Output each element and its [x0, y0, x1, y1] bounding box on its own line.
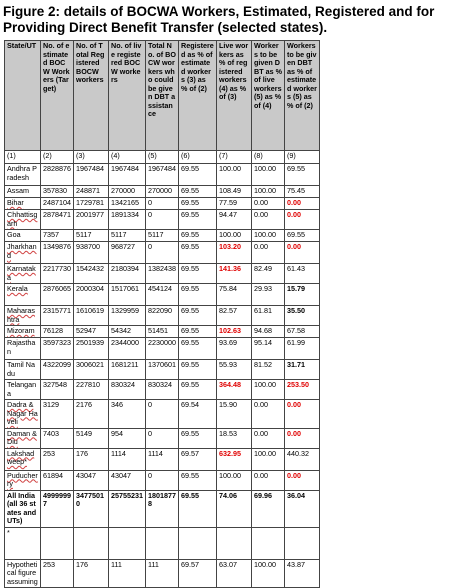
header-cell: Workers to be given DBT as % of live workers (5) as % of (4)	[252, 41, 285, 151]
value-cell: 61.81	[252, 306, 285, 326]
value-cell: 69.55	[179, 380, 217, 400]
value-cell: 227810	[74, 380, 109, 400]
table-row	[5, 264, 320, 284]
header-cell: No. of Total Registered BOCW workers	[74, 41, 109, 151]
value-cell: 82.49	[252, 264, 285, 284]
value-cell: 69.55	[179, 210, 217, 230]
value-cell: 1967484	[146, 164, 179, 186]
value-cell: 1382438	[146, 264, 179, 284]
value-cell: 1681211	[109, 360, 146, 380]
value-cell: 2344000	[109, 338, 146, 360]
value-cell	[109, 527, 146, 559]
value-cell: 18.53	[217, 428, 252, 448]
value-cell: 2487104	[41, 198, 74, 210]
header-cell: No. of live registered BOCW workers	[109, 41, 146, 151]
value-cell: 111	[109, 559, 146, 588]
value-cell: 77.59	[217, 198, 252, 210]
value-cell: 69.55	[179, 338, 217, 360]
column-number-cell: (9)	[285, 151, 320, 164]
value-cell: 0	[146, 210, 179, 230]
state-cell: Hypothetical figure assuming	[5, 559, 41, 588]
value-cell: 1891334	[109, 210, 146, 230]
state-cell: Jharkhand	[5, 242, 41, 264]
column-number-cell: (4)	[109, 151, 146, 164]
table-row	[5, 559, 320, 588]
value-cell: 2001977	[74, 210, 109, 230]
value-cell: 1342165	[109, 198, 146, 210]
state-cell: All India (all 36 states and UTs)	[5, 490, 41, 527]
value-cell: 103.20	[217, 242, 252, 264]
state-cell: Daman & Diu	[5, 428, 41, 448]
value-cell: 51451	[146, 326, 179, 338]
table-row	[5, 527, 320, 559]
value-cell: 0.00	[285, 470, 320, 490]
value-cell: 69.55	[179, 284, 217, 306]
header-cell: Total No. of BOCW workers who could be given DBT assistance	[146, 41, 179, 151]
column-number-cell: (7)	[217, 151, 252, 164]
value-cell: 69.55	[285, 230, 320, 242]
value-cell: 81.52	[252, 360, 285, 380]
value-cell: 52947	[74, 326, 109, 338]
header-cell: No. of estimated BOCW Workers (Target)	[41, 41, 74, 151]
value-cell: 0	[146, 428, 179, 448]
value-cell: 61894	[41, 470, 74, 490]
value-cell: 357830	[41, 186, 74, 198]
value-cell: 2315771	[41, 306, 74, 326]
value-cell	[285, 527, 320, 559]
state-cell: Kerala	[5, 284, 41, 306]
value-cell: 2180394	[109, 264, 146, 284]
value-cell: 67.58	[285, 326, 320, 338]
value-cell: 2176	[74, 400, 109, 429]
value-cell: 36.04	[285, 490, 320, 527]
header-cell: State/UT	[5, 41, 41, 151]
value-cell: 270000	[109, 186, 146, 198]
table-header-row	[5, 41, 320, 151]
value-cell: 454124	[146, 284, 179, 306]
value-cell: 5117	[109, 230, 146, 242]
value-cell: 49999997	[41, 490, 74, 527]
value-cell: 0.00	[285, 428, 320, 448]
value-cell: 43047	[109, 470, 146, 490]
value-cell: 253.50	[285, 380, 320, 400]
value-cell: 74.06	[217, 490, 252, 527]
value-cell: 29.93	[252, 284, 285, 306]
value-cell	[74, 527, 109, 559]
value-cell: 2501939	[74, 338, 109, 360]
value-cell: 69.55	[179, 326, 217, 338]
state-cell: Chhattisgarh	[5, 210, 41, 230]
value-cell: 5117	[74, 230, 109, 242]
table-row	[5, 164, 320, 186]
value-cell: 1517061	[109, 284, 146, 306]
value-cell: 7357	[41, 230, 74, 242]
value-cell: 2878471	[41, 210, 74, 230]
table-row	[5, 306, 320, 326]
value-cell: 248871	[74, 186, 109, 198]
value-cell: 18018778	[146, 490, 179, 527]
value-cell: 4322099	[41, 360, 74, 380]
state-cell: Telangana	[5, 380, 41, 400]
benefit-transfer-table	[4, 40, 320, 588]
value-cell: 938700	[74, 242, 109, 264]
value-cell: 93.69	[217, 338, 252, 360]
value-cell: 15.90	[217, 400, 252, 429]
table-row	[5, 338, 320, 360]
table-row	[5, 230, 320, 242]
value-cell: 69.55	[179, 490, 217, 527]
column-number-cell: (3)	[74, 151, 109, 164]
value-cell: 100.00	[252, 164, 285, 186]
value-cell: 3597323	[41, 338, 74, 360]
state-cell: Lakshadweep*	[5, 448, 41, 470]
state-cell: Bihar	[5, 198, 41, 210]
value-cell: 15.79	[285, 284, 320, 306]
value-cell: 69.55	[179, 164, 217, 186]
value-cell: 830324	[146, 380, 179, 400]
value-cell	[146, 527, 179, 559]
value-cell: 82.57	[217, 306, 252, 326]
value-cell: 253	[41, 559, 74, 588]
value-cell: 100.00	[252, 230, 285, 242]
table-row	[5, 360, 320, 380]
value-cell: 69.55	[179, 242, 217, 264]
state-cell: Rajasthan	[5, 338, 41, 360]
value-cell	[252, 527, 285, 559]
value-cell: 1370601	[146, 360, 179, 380]
value-cell: 69.55	[179, 428, 217, 448]
value-cell: 1967484	[74, 164, 109, 186]
column-number-cell: (2)	[41, 151, 74, 164]
value-cell: 69.54	[179, 400, 217, 429]
value-cell: 0	[146, 400, 179, 429]
value-cell: 176	[74, 559, 109, 588]
value-cell: 270000	[146, 186, 179, 198]
value-cell: 0.00	[285, 198, 320, 210]
value-cell: 1967484	[109, 164, 146, 186]
state-cell: Karnataka	[5, 264, 41, 284]
value-cell: 0.00	[285, 210, 320, 230]
value-cell	[217, 527, 252, 559]
value-cell: 830324	[109, 380, 146, 400]
table-row	[5, 242, 320, 264]
table-row	[5, 186, 320, 198]
value-cell: 94.68	[252, 326, 285, 338]
header-cell: Workers to be given DBT as % of estimated workers (5) as % of (2)	[285, 41, 320, 151]
state-cell: Maharashtra	[5, 306, 41, 326]
value-cell: 0	[146, 470, 179, 490]
value-cell: 75.45	[285, 186, 320, 198]
value-cell: 69.55	[179, 198, 217, 210]
value-cell: 253	[41, 448, 74, 470]
state-cell: Mizoram	[5, 326, 41, 338]
value-cell: 440.32	[285, 448, 320, 470]
value-cell: 69.55	[179, 470, 217, 490]
state-cell: Puducherry	[5, 470, 41, 490]
state-cell: Tamil Nadu	[5, 360, 41, 380]
value-cell: 100.00	[252, 380, 285, 400]
value-cell: 69.55	[179, 306, 217, 326]
value-cell: 1610619	[74, 306, 109, 326]
column-number-cell: (5)	[146, 151, 179, 164]
value-cell: 61.99	[285, 338, 320, 360]
value-cell: 1729781	[74, 198, 109, 210]
value-cell: 1349876	[41, 242, 74, 264]
value-cell: 95.14	[252, 338, 285, 360]
value-cell: 43.87	[285, 559, 320, 588]
value-cell: 0.00	[252, 242, 285, 264]
value-cell: 69.96	[252, 490, 285, 527]
value-cell: 346	[109, 400, 146, 429]
value-cell: 3129	[41, 400, 74, 429]
table-row	[5, 284, 320, 306]
column-number-cell: (8)	[252, 151, 285, 164]
column-number-cell: (1)	[5, 151, 41, 164]
value-cell: 327548	[41, 380, 74, 400]
value-cell: 0.00	[252, 210, 285, 230]
state-cell: Andhra Pradesh	[5, 164, 41, 186]
value-cell	[41, 527, 74, 559]
value-cell: 2230000	[146, 338, 179, 360]
value-cell: 75.84	[217, 284, 252, 306]
value-cell: 61.43	[285, 264, 320, 284]
value-cell: 1542432	[74, 264, 109, 284]
value-cell: 100.00	[252, 559, 285, 588]
value-cell: 76128	[41, 326, 74, 338]
value-cell: 176	[74, 448, 109, 470]
state-cell: *	[5, 527, 41, 559]
value-cell: 141.36	[217, 264, 252, 284]
value-cell: 0.00	[285, 242, 320, 264]
table-row	[5, 428, 320, 448]
table-row	[5, 380, 320, 400]
value-cell	[179, 527, 217, 559]
value-cell: 69.55	[179, 230, 217, 242]
header-cell: Live workers as % of registered workers (4) as % of (3)	[217, 41, 252, 151]
value-cell: 0	[146, 242, 179, 264]
column-number-cell: (6)	[179, 151, 217, 164]
value-cell: 69.57	[179, 448, 217, 470]
table-row	[5, 470, 320, 490]
state-cell: Dadra & Nagar Haveli	[5, 400, 41, 429]
value-cell: 100.00	[252, 448, 285, 470]
column-number-row	[5, 151, 320, 164]
value-cell: 43047	[74, 470, 109, 490]
value-cell: 0.00	[252, 198, 285, 210]
value-cell: 102.63	[217, 326, 252, 338]
value-cell: 0.00	[252, 428, 285, 448]
value-cell: 69.57	[179, 559, 217, 588]
value-cell: 0.00	[285, 400, 320, 429]
value-cell: 2000304	[74, 284, 109, 306]
value-cell: 0.00	[252, 400, 285, 429]
value-cell: 25755231	[109, 490, 146, 527]
value-cell: 69.55	[285, 164, 320, 186]
value-cell: 100.00	[217, 230, 252, 242]
value-cell: 5149	[74, 428, 109, 448]
table-row	[5, 400, 320, 429]
table-row	[5, 448, 320, 470]
value-cell: 69.55	[179, 186, 217, 198]
value-cell: 55.93	[217, 360, 252, 380]
value-cell: 100.00	[252, 186, 285, 198]
value-cell: 69.55	[179, 264, 217, 284]
value-cell: 63.07	[217, 559, 252, 588]
value-cell: 111	[146, 559, 179, 588]
page-title: Figure 2: details of BOCWA Workers, Estimated, Registered and for Providing Direct Benefit Transfer (selected states).	[3, 4, 435, 35]
value-cell: 100.00	[217, 164, 252, 186]
value-cell: 0	[146, 198, 179, 210]
value-cell: 34775010	[74, 490, 109, 527]
value-cell: 54342	[109, 326, 146, 338]
value-cell: 94.47	[217, 210, 252, 230]
value-cell: 100.00	[217, 470, 252, 490]
value-cell: 2828876	[41, 164, 74, 186]
value-cell: 2876065	[41, 284, 74, 306]
value-cell: 1114	[109, 448, 146, 470]
state-cell: Goa	[5, 230, 41, 242]
value-cell: 954	[109, 428, 146, 448]
table-row	[5, 490, 320, 527]
table-row	[5, 326, 320, 338]
value-cell: 0.00	[252, 470, 285, 490]
state-cell: Assam	[5, 186, 41, 198]
value-cell: 968727	[109, 242, 146, 264]
value-cell: 7403	[41, 428, 74, 448]
table-row	[5, 210, 320, 230]
value-cell: 364.48	[217, 380, 252, 400]
value-cell: 1114	[146, 448, 179, 470]
header-cell: Registered as % of estimated workers (3) as % of (2)	[179, 41, 217, 151]
value-cell: 5117	[146, 230, 179, 242]
value-cell: 2217730	[41, 264, 74, 284]
value-cell: 108.49	[217, 186, 252, 198]
value-cell: 69.55	[179, 360, 217, 380]
value-cell: 3006021	[74, 360, 109, 380]
value-cell: 822090	[146, 306, 179, 326]
table-row	[5, 198, 320, 210]
value-cell: 31.71	[285, 360, 320, 380]
value-cell: 632.95	[217, 448, 252, 470]
value-cell: 1329959	[109, 306, 146, 326]
value-cell: 35.50	[285, 306, 320, 326]
